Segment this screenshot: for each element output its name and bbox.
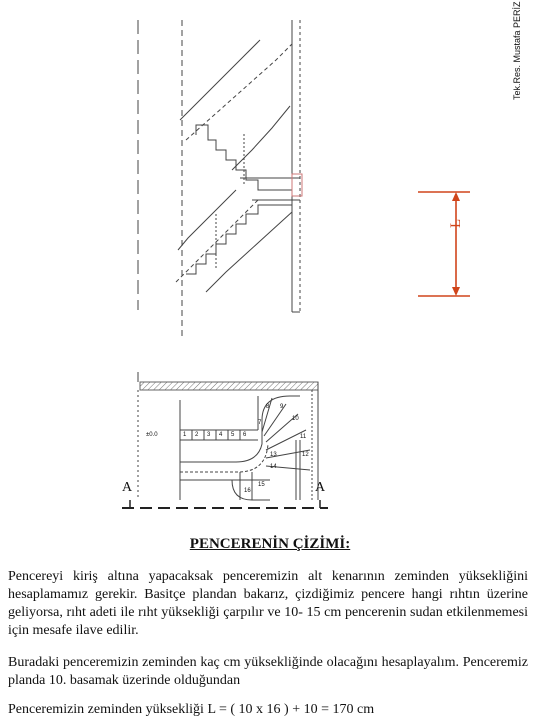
step-number: 4 (219, 432, 223, 438)
stair-plan-view (122, 372, 328, 508)
section-label-left: A (122, 480, 133, 495)
step-number: 1 (183, 432, 187, 438)
stair-section-view (138, 20, 302, 340)
section-title: PENCERENİN ÇİZİMİ: (189, 536, 351, 552)
step-number: 14 (270, 464, 277, 470)
step-number: 15 (258, 482, 265, 488)
step-number: 13 (270, 452, 277, 458)
step-number: 3 (207, 432, 211, 438)
floor-level-label: ±0.0 (146, 432, 158, 438)
step-number: 7 (258, 420, 262, 426)
step-number: 5 (231, 432, 235, 438)
step-number: 8 (266, 404, 270, 410)
step-number: 11 (300, 434, 307, 440)
step-number: 2 (195, 432, 199, 438)
step-number: 6 (243, 432, 247, 438)
paragraph-2: Buradaki penceremizin zeminden kaç cm yüksekliğinde olacağını hesaplayalım. Penceremiz planda 10. basamak üzerinde olduğundan (8, 655, 528, 688)
step-number: 9 (280, 404, 284, 410)
height-formula: Penceremizin zeminden yüksekliği L = ( 10 x 16 ) + 10 = 170 cm (8, 702, 375, 717)
step-number: 10 (292, 416, 299, 422)
paragraph-1: Pencereyi kiriş altına yapacaksak penceremizin alt kenarının zeminden yüksekliğini hesaplamamız gerekir. Basitçe plandan bakarız, çizdiğimiz pencere hangi rıhtın üzerine geliyorsa, rıht adeti ile rıht yüksekliği çarpılır ve 10- 15 cm pencerenin sudan etkilenmemesi için mesafe ilave edilir. (8, 569, 528, 638)
dimension-line-L (418, 192, 470, 296)
section-label-right: A (315, 480, 326, 495)
step-number: 16 (244, 488, 251, 494)
step-number: 12 (302, 452, 309, 458)
